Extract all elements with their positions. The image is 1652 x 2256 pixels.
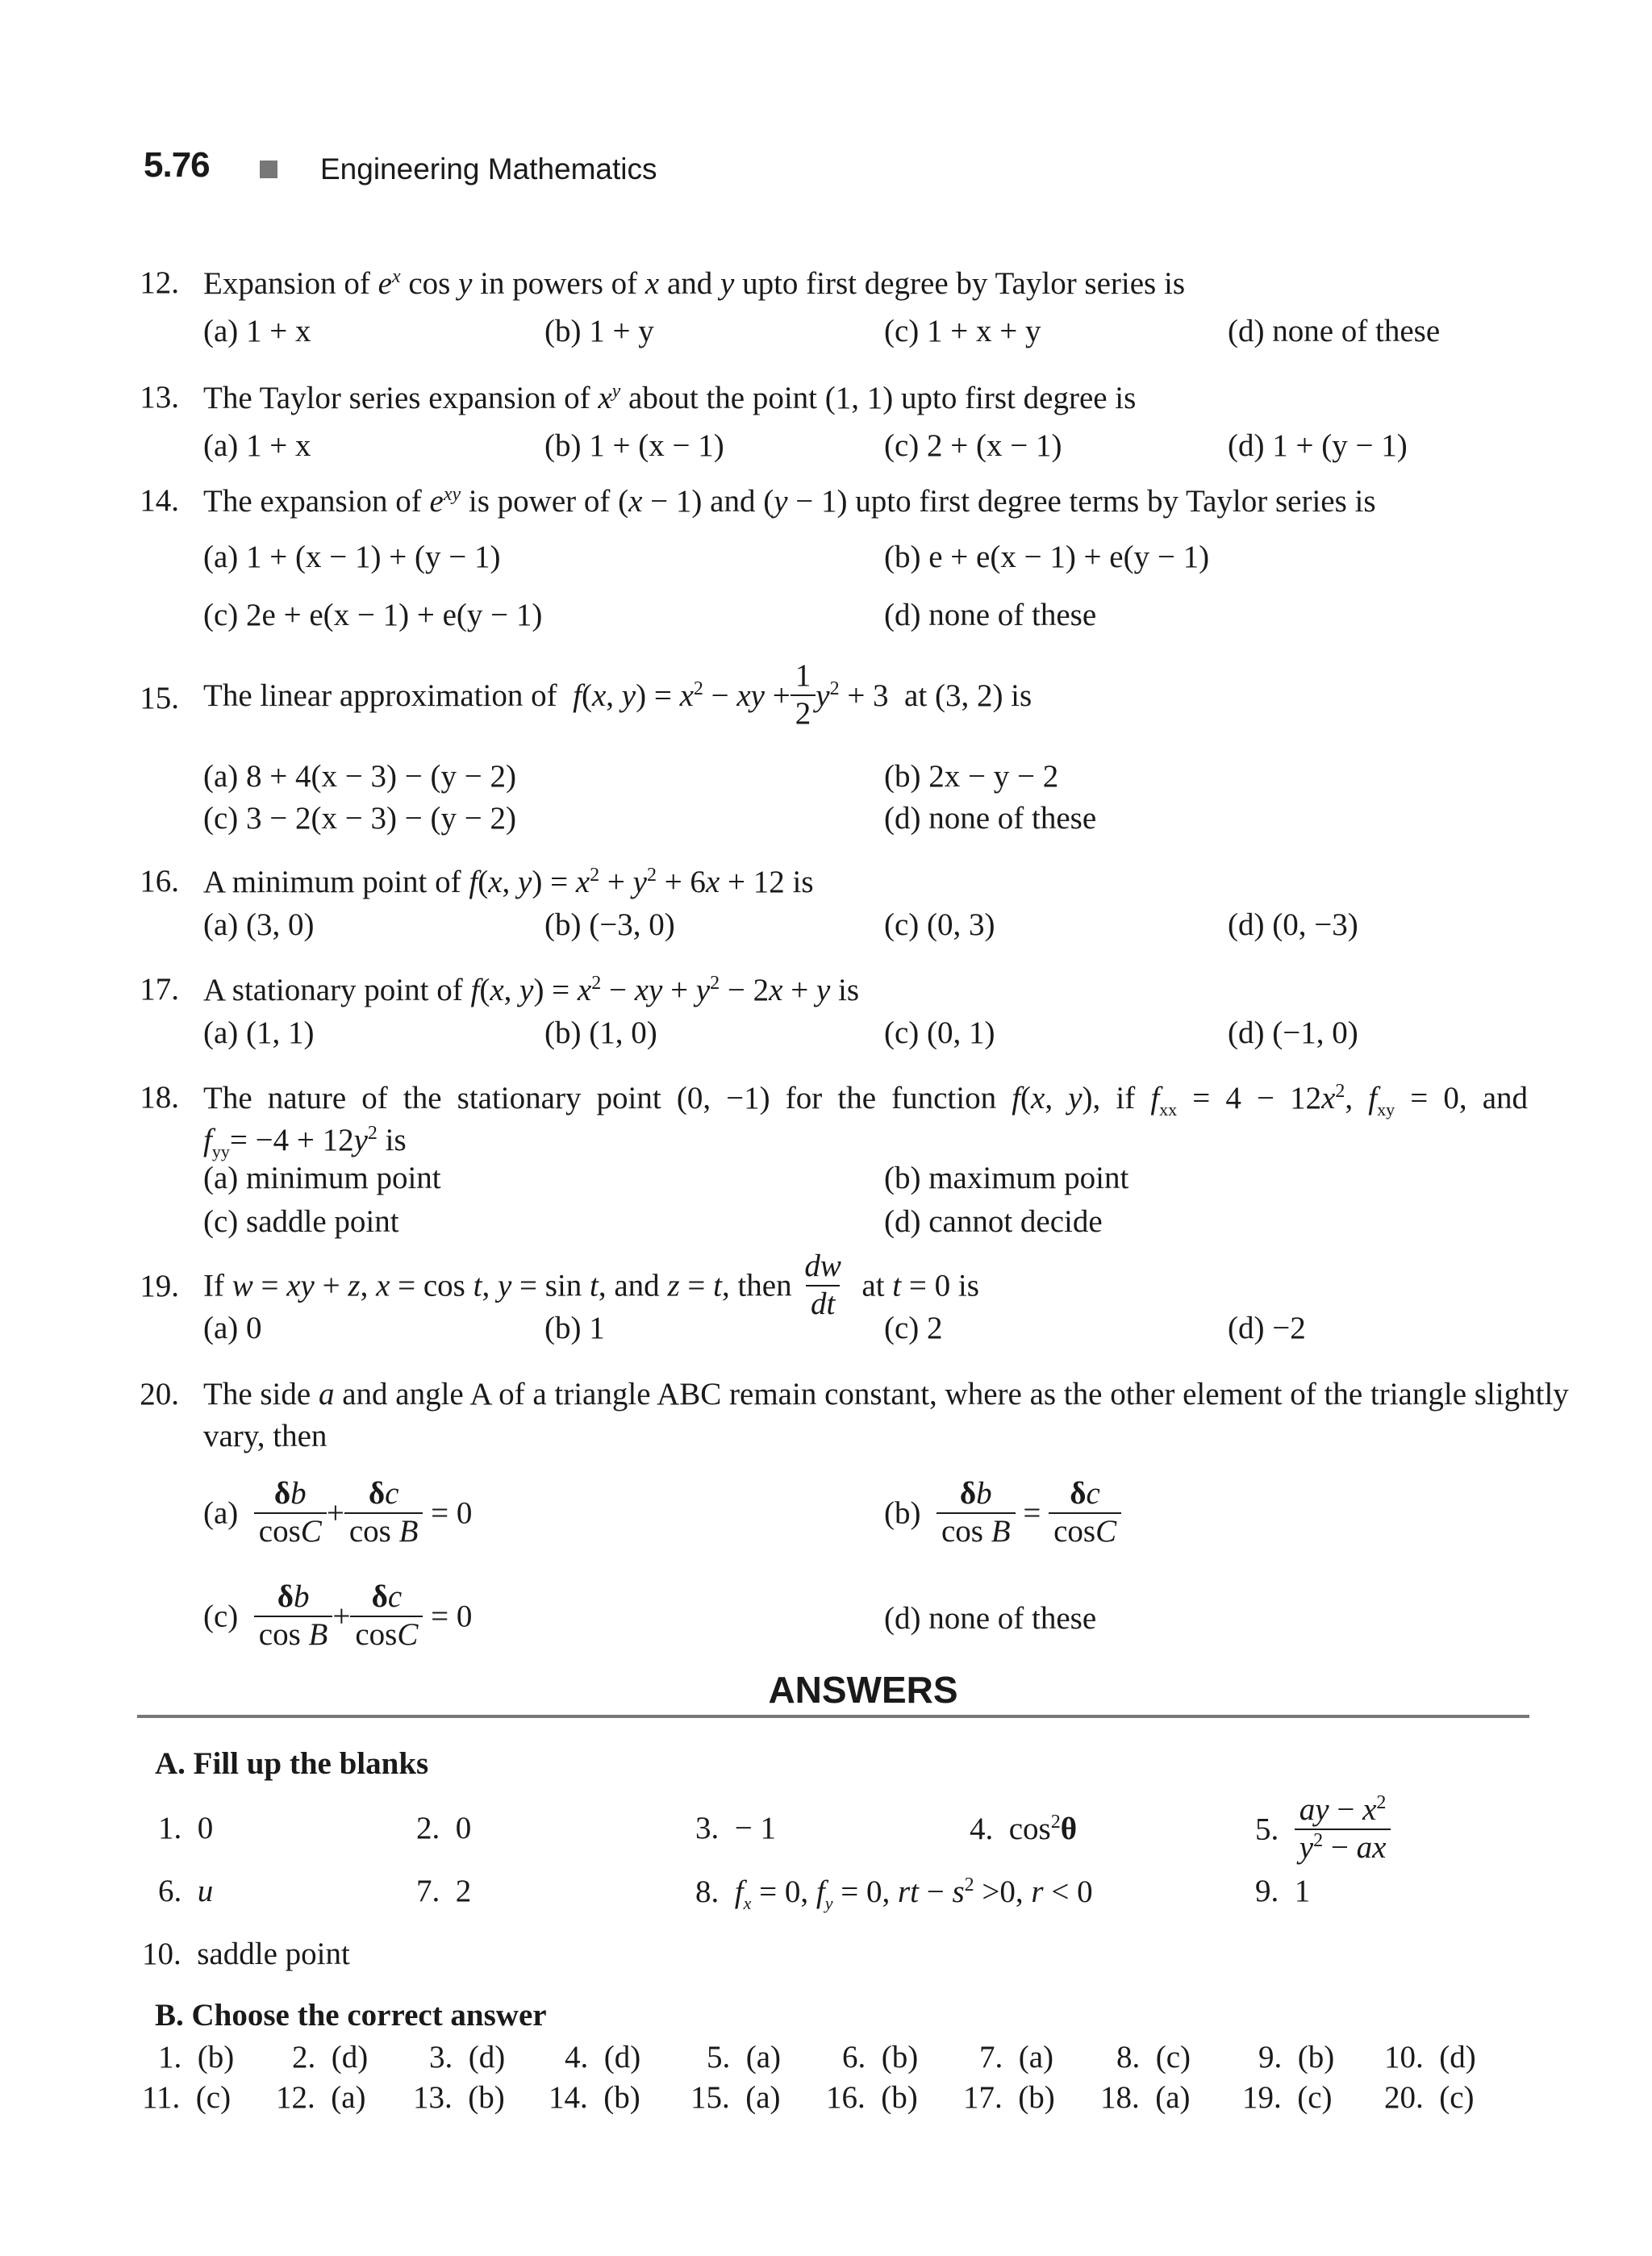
option-a: (a) 8 + 4(x − 3) − (y − 2): [203, 759, 516, 794]
answer-item: 10. saddle point: [142, 1937, 350, 1971]
option-d: (d) none of these: [884, 801, 1097, 836]
choose-answer-item: 9. (b): [1258, 2040, 1335, 2075]
fraction-one-half: $\frac{1}{2}$: [791, 658, 816, 732]
question-number: 20.: [140, 1377, 179, 1412]
option-a: (a) (1, 1): [203, 1015, 315, 1050]
option-a: (a) $\frac{\delta b}{\cos C}$ + $\frac{\delta c}{\text{cos B}}$ = 0: [203, 1476, 473, 1549]
choose-answer-item: 17. (b): [963, 2080, 1055, 2115]
section-b-title: B. Choose the correct answer: [155, 1998, 547, 2033]
choose-answer-item: 10. (d): [1384, 2040, 1476, 2075]
option-d: (d) (0, −3): [1228, 907, 1358, 942]
option-c: (c) 2: [884, 1311, 943, 1345]
option-b: (b) $\frac{\delta b}{\text{cos B}}$ = $\frac{\delta c}{\cos C}$: [884, 1476, 1121, 1550]
answers-rule: [137, 1715, 1529, 1718]
question-16-stem: A minimum point of f(x, $y) = x^2 + y^2 + 6x + 12$ is: [203, 865, 814, 899]
option-d: (d) −2: [1228, 1311, 1306, 1345]
option-d: (d) none of these: [884, 1601, 1097, 1636]
question-number: 12.: [140, 265, 179, 300]
choose-answer-item: 19. (c): [1242, 2080, 1333, 2115]
question-number: 16.: [140, 864, 179, 899]
option-b: (b) 1 + (x − 1): [544, 428, 724, 463]
answer-item: 6. u: [158, 1874, 214, 1908]
option-c: (c) (0, 1): [884, 1015, 995, 1050]
page-number: 5.76: [144, 145, 210, 185]
question-number: 18.: [140, 1080, 179, 1115]
question-13-stem: The Taylor series expansion of $x^y$ about the point (1, 1) upto first degree is: [203, 381, 1137, 415]
choose-answer-item: 18. (a): [1100, 2080, 1191, 2115]
option-c: (c) saddle point: [203, 1204, 399, 1239]
choose-answer-item: 20. (c): [1384, 2080, 1475, 2115]
header-square-icon: [260, 161, 277, 178]
choose-answer-item: 5. (a): [707, 2040, 782, 2075]
question-18-stem-line1: The nature of the stationary point (0, −1) for the function f(x, y), if $f_{xx} = 4 - 12x^2$, $f_{xy} = 0$, and: [203, 1081, 1529, 1120]
question-15-stem: The linear approximation of f(x, $y) = x^2$ − xy + $\frac{1}{2}$ $y^2 + 3$ at (3, 2) is: [203, 658, 1032, 731]
question-number: 19.: [140, 1269, 179, 1303]
option-b: (b) e + e(x − 1) + e(y − 1): [884, 540, 1210, 574]
choose-answer-item: 7. (a): [979, 2040, 1054, 2075]
answer-item: 8. $f_x = 0$, $f_y = 0$, rt − $s^2 >0$, r < 0: [695, 1874, 1093, 1913]
choose-answer-item: 16. (b): [826, 2080, 918, 2115]
option-a: (a) (3, 0): [203, 907, 315, 942]
choose-answer-item: 1. (b): [158, 2040, 235, 2075]
option-c: (c) 2 + (x − 1): [884, 428, 1062, 463]
option-b: (b) 1 + y: [544, 314, 654, 348]
choose-answer-item: 4. (d): [565, 2040, 641, 2075]
choose-answer-item: 8. (c): [1116, 2040, 1191, 2075]
question-number: 15.: [140, 681, 179, 715]
question-number: 14.: [140, 483, 179, 518]
option-d: (d) none of these: [884, 598, 1097, 632]
answers-heading: ANSWERS: [768, 1669, 958, 1711]
option-d: (d) (−1, 0): [1228, 1015, 1358, 1050]
question-17-stem: A stationary point of f(x, $y) = x^2$ − xy + $y^2 - 2x + y$ is: [203, 973, 860, 1007]
option-b: (b) (−3, 0): [544, 907, 675, 942]
option-d: (d) none of these: [1228, 314, 1441, 348]
option-b: (b) maximum point: [884, 1161, 1129, 1195]
option-d: (d) cannot decide: [884, 1204, 1103, 1239]
choose-answer-item: 12. (a): [276, 2080, 366, 2115]
option-b: (b) 1: [544, 1311, 605, 1345]
answer-item: 7. 2: [416, 1874, 472, 1908]
option-a: (a) 1 + x: [203, 314, 311, 348]
choose-answer-item: 3. (d): [429, 2040, 506, 2075]
answer-item: 3. − 1: [695, 1811, 776, 1845]
choose-answer-item: 13. (b): [413, 2080, 505, 2115]
question-12-stem: Expansion of $e^x$ cos y in powers of x and y upto first degree by Taylor series is: [203, 266, 1185, 301]
answer-item: 4. $\cos^2\theta$: [970, 1812, 1078, 1846]
question-20-stem-line1: The side a and angle A of a triangle ABC remain constant, where as the other element of the triangle slightly: [203, 1377, 1569, 1412]
option-a: (a) 1 + x: [203, 428, 311, 463]
choose-answer-item: 15. (a): [690, 2080, 781, 2115]
choose-answer-item: 11. (c): [142, 2080, 232, 2115]
option-b: (b) 2x − y − 2: [884, 759, 1059, 794]
section-a-title: A. Fill up the blanks: [155, 1746, 429, 1781]
answer-item: 5. $\frac{ay - x^2}{y^2 - ax}$: [1255, 1792, 1391, 1866]
answer-item: 1. 0: [158, 1811, 214, 1845]
option-c: (c) 3 − 2(x − 3) − (y − 2): [203, 801, 516, 836]
option-a: (a) minimum point: [203, 1161, 441, 1195]
answer-item: 9. 1: [1255, 1874, 1311, 1908]
option-a: (a) 0: [203, 1311, 262, 1345]
choose-answer-item: 6. (b): [842, 2040, 919, 2075]
question-number: 17.: [140, 972, 179, 1007]
option-a: (a) 1 + (x − 1) + (y − 1): [203, 540, 501, 574]
question-number: 13.: [140, 380, 179, 415]
option-c: (c) 1 + x + y: [884, 314, 1041, 348]
question-18-stem-line2: $f_{yy}= -4 + 12y^2$ is: [203, 1123, 407, 1161]
question-20-stem-line2: vary, then: [203, 1419, 327, 1453]
answer-item: 2. 0: [416, 1811, 472, 1845]
book-title: Engineering Mathematics: [320, 152, 657, 186]
fraction-dw-dt: $\frac{dw}{dt}$: [804, 1249, 841, 1321]
choose-answer-item: 14. (b): [549, 2080, 640, 2115]
question-14-stem: The expansion of $e^{xy}$ is power of (x − 1) and (y − 1) upto first degree terms by Taylor series is: [203, 484, 1376, 519]
option-d: (d) 1 + (y − 1): [1228, 428, 1408, 463]
option-c: (c) 2e + e(x − 1) + e(y − 1): [203, 598, 543, 632]
option-b: (b) (1, 0): [544, 1015, 657, 1050]
option-c: (c) $\frac{\delta b}{\text{cos B}}$ + $\frac{\delta c}{\cos C}$ = 0: [203, 1579, 473, 1652]
option-c: (c) (0, 3): [884, 907, 995, 942]
question-19-stem: If w = xy + z, x = cos t, y = sin t, and z = t, then $\frac{dw}{dt}$ at t = 0 is: [203, 1249, 979, 1321]
choose-answer-item: 2. (d): [292, 2040, 369, 2075]
